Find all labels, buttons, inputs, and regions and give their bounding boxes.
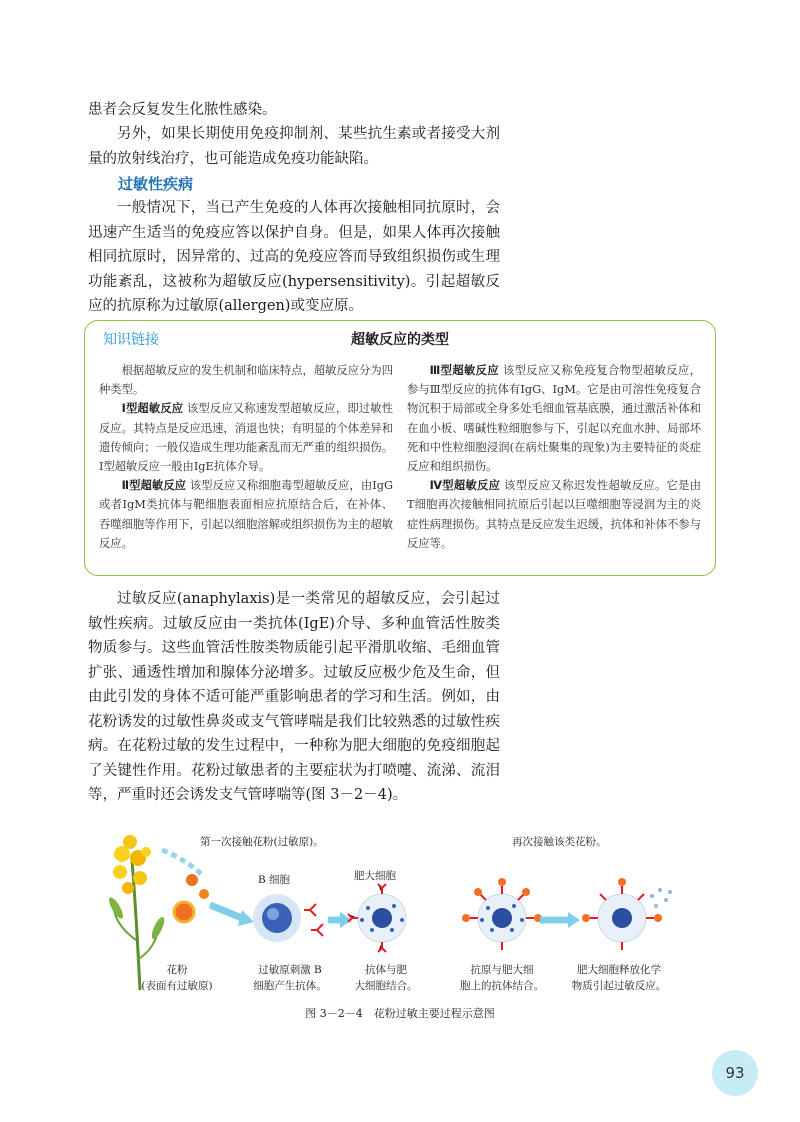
- step4-line1: 肥大细胞释放化学: [577, 964, 661, 976]
- knowledge-box-title: 超敏反应的类型: [351, 332, 449, 348]
- type3-text: 该型反应又称免疫复合物型超敏反应，参与Ⅲ型反应的抗体有IgG、IgM。它是由可溶性免疫复合物沉积于局部或全身多处毛细血管基底膜，通过激活补体和在血小板、嗜碱性粒细胞参与下，引起以充血水肿、局部坏死和中性粒细胞浸润(在病灶聚集的现象)为主要特征的炎症反应和组织损伤。: [407, 364, 701, 474]
- step1-line2: 细胞产生抗体。: [253, 980, 327, 992]
- type1-title: Ⅰ型超敏反应: [121, 402, 184, 416]
- knowledge-right-column: [407, 361, 701, 553]
- section-heading: 过敏性疾病: [118, 175, 194, 193]
- paragraph-immunodeficiency: 另外，如果长期使用免疫抑制剂、某些抗生素或者接受大剂量的放射线治疗，也可能造成免疫功能缺陷。: [88, 126, 500, 167]
- type1-paragraph: [99, 399, 393, 476]
- figure-caption: 图 3－2－4 花粉过敏主要过程示意图: [305, 1007, 495, 1020]
- knowledge-link-box: [84, 320, 716, 576]
- pollen-allergy-figure: [92, 830, 712, 1020]
- figure-label-pollen: [132, 962, 222, 994]
- step2-line1: 抗体与肥: [365, 964, 407, 976]
- types-intro: 根据超敏反应的发生机制和临床特点，超敏反应分为四种类型。: [99, 364, 393, 397]
- pollen-label-line1: 花粉: [166, 964, 188, 976]
- type2-title: Ⅱ型超敏反应: [121, 479, 187, 493]
- figure-label-second-contact: 再次接触该类花粉。: [512, 836, 607, 848]
- knowledge-left-column: [99, 361, 393, 553]
- figure-label-step3: [454, 962, 550, 994]
- step2-line2: 大细胞结合。: [354, 980, 418, 992]
- mast-cell-illustration-1: [348, 884, 406, 952]
- figure-label-mast-cell: 肥大细胞: [354, 870, 396, 882]
- paragraph-anaphylaxis: 过敏反应(anaphylaxis)是一类常见的超敏反应，会引起过敏性疾病。过敏反应由一类抗体(IgE)介导、多种血管活性胺类物质参与。这些血管活性胺类物质能引起平滑肌收缩、毛细血管扩张、通透性增加和腺体分泌增多。过敏反应极少危及生命，但由此引发的身体不适可能严重影响患者的学习和生活。例如，由花粉诱发的过敏性鼻炎或支气管哮喘是我们比较熟悉的过敏性疾病。在花粉过敏的发生过程中，一种称为肥大细胞的免疫细胞起了关键性作用。花粉过敏患者的主要症状为打喷嚏、流涕、流泪等，严重时还会诱发支气管哮喘等(图 3－2－4)。: [88, 591, 500, 803]
- page-number: 93: [712, 1050, 758, 1096]
- type4-text: 该型反应又称迟发性超敏反应。它是由T细胞再次接触相同抗原后引起以巨噬细胞等浸润为主的炎症性病理损伤。其特点是反应发生迟缓，抗体和补体不参与反应等。: [407, 479, 701, 550]
- step3-line1: 抗原与肥大细: [470, 964, 534, 976]
- type2-paragraph: [99, 476, 393, 553]
- pollen-grain: [174, 902, 194, 922]
- mast-cell-illustration-3: [582, 878, 672, 950]
- pollen-label-line2: (表面有过敏原): [141, 980, 213, 992]
- paragraph-hypersensitivity: 一般情况下，当已产生免疫的人体再次接触相同抗原时，会迅速产生适当的免疫应答以保护自身。但是，如果人体再次接触相同抗原时，因异常的、过高的免疫应答而导致组织损伤或生理功能紊乱，这被称为超敏反应(hypersensitivity)。引起超敏反应的抗原称为过敏原(allergen)或变应原。: [88, 200, 500, 314]
- step3-line2: 胞上的抗体结合。: [460, 980, 544, 992]
- paragraph-continuation: 患者会反复发生化脓性感染。: [88, 102, 277, 118]
- type2-text: 该型反应又称细胞毒型超敏反应，由IgG或者IgM类抗体与靶细胞表面相应抗原结合后，在补体、吞噬细胞等作用下，引起以细胞溶解或组织损伤为主的超敏反应。: [99, 479, 393, 550]
- type3-paragraph: [407, 361, 701, 476]
- step4-line2: 物质引起过敏反应。: [571, 980, 667, 992]
- figure-label-step1: [240, 962, 340, 994]
- knowledge-link-tag: 知识链接: [103, 332, 159, 348]
- type3-title: Ⅲ型超敏反应: [429, 364, 499, 377]
- figure-label-step2: [346, 962, 426, 994]
- type4-paragraph: [407, 476, 701, 553]
- type1-text: 该型反应又称速发型超敏反应，即过敏性反应。其特点是反应迅速，消退也快；有明显的个体差异和遗传倾向；一般仅造成生理功能紊乱而无严重的组织损伤。Ⅰ型超敏反应一般由IgE抗体介导。: [99, 402, 393, 474]
- type4-title: Ⅳ型超敏反应: [429, 479, 501, 493]
- figure-label-first-contact: 第一次接触花粉(过敏原)。: [200, 836, 324, 848]
- mast-cell-illustration-2: [462, 878, 542, 950]
- b-cell-illustration: [253, 894, 301, 942]
- figure-label-step4: [560, 962, 678, 994]
- figure-label-b-cell: B 细胞: [258, 874, 291, 886]
- step1-line1: 过敏原刺激 B: [258, 964, 322, 976]
